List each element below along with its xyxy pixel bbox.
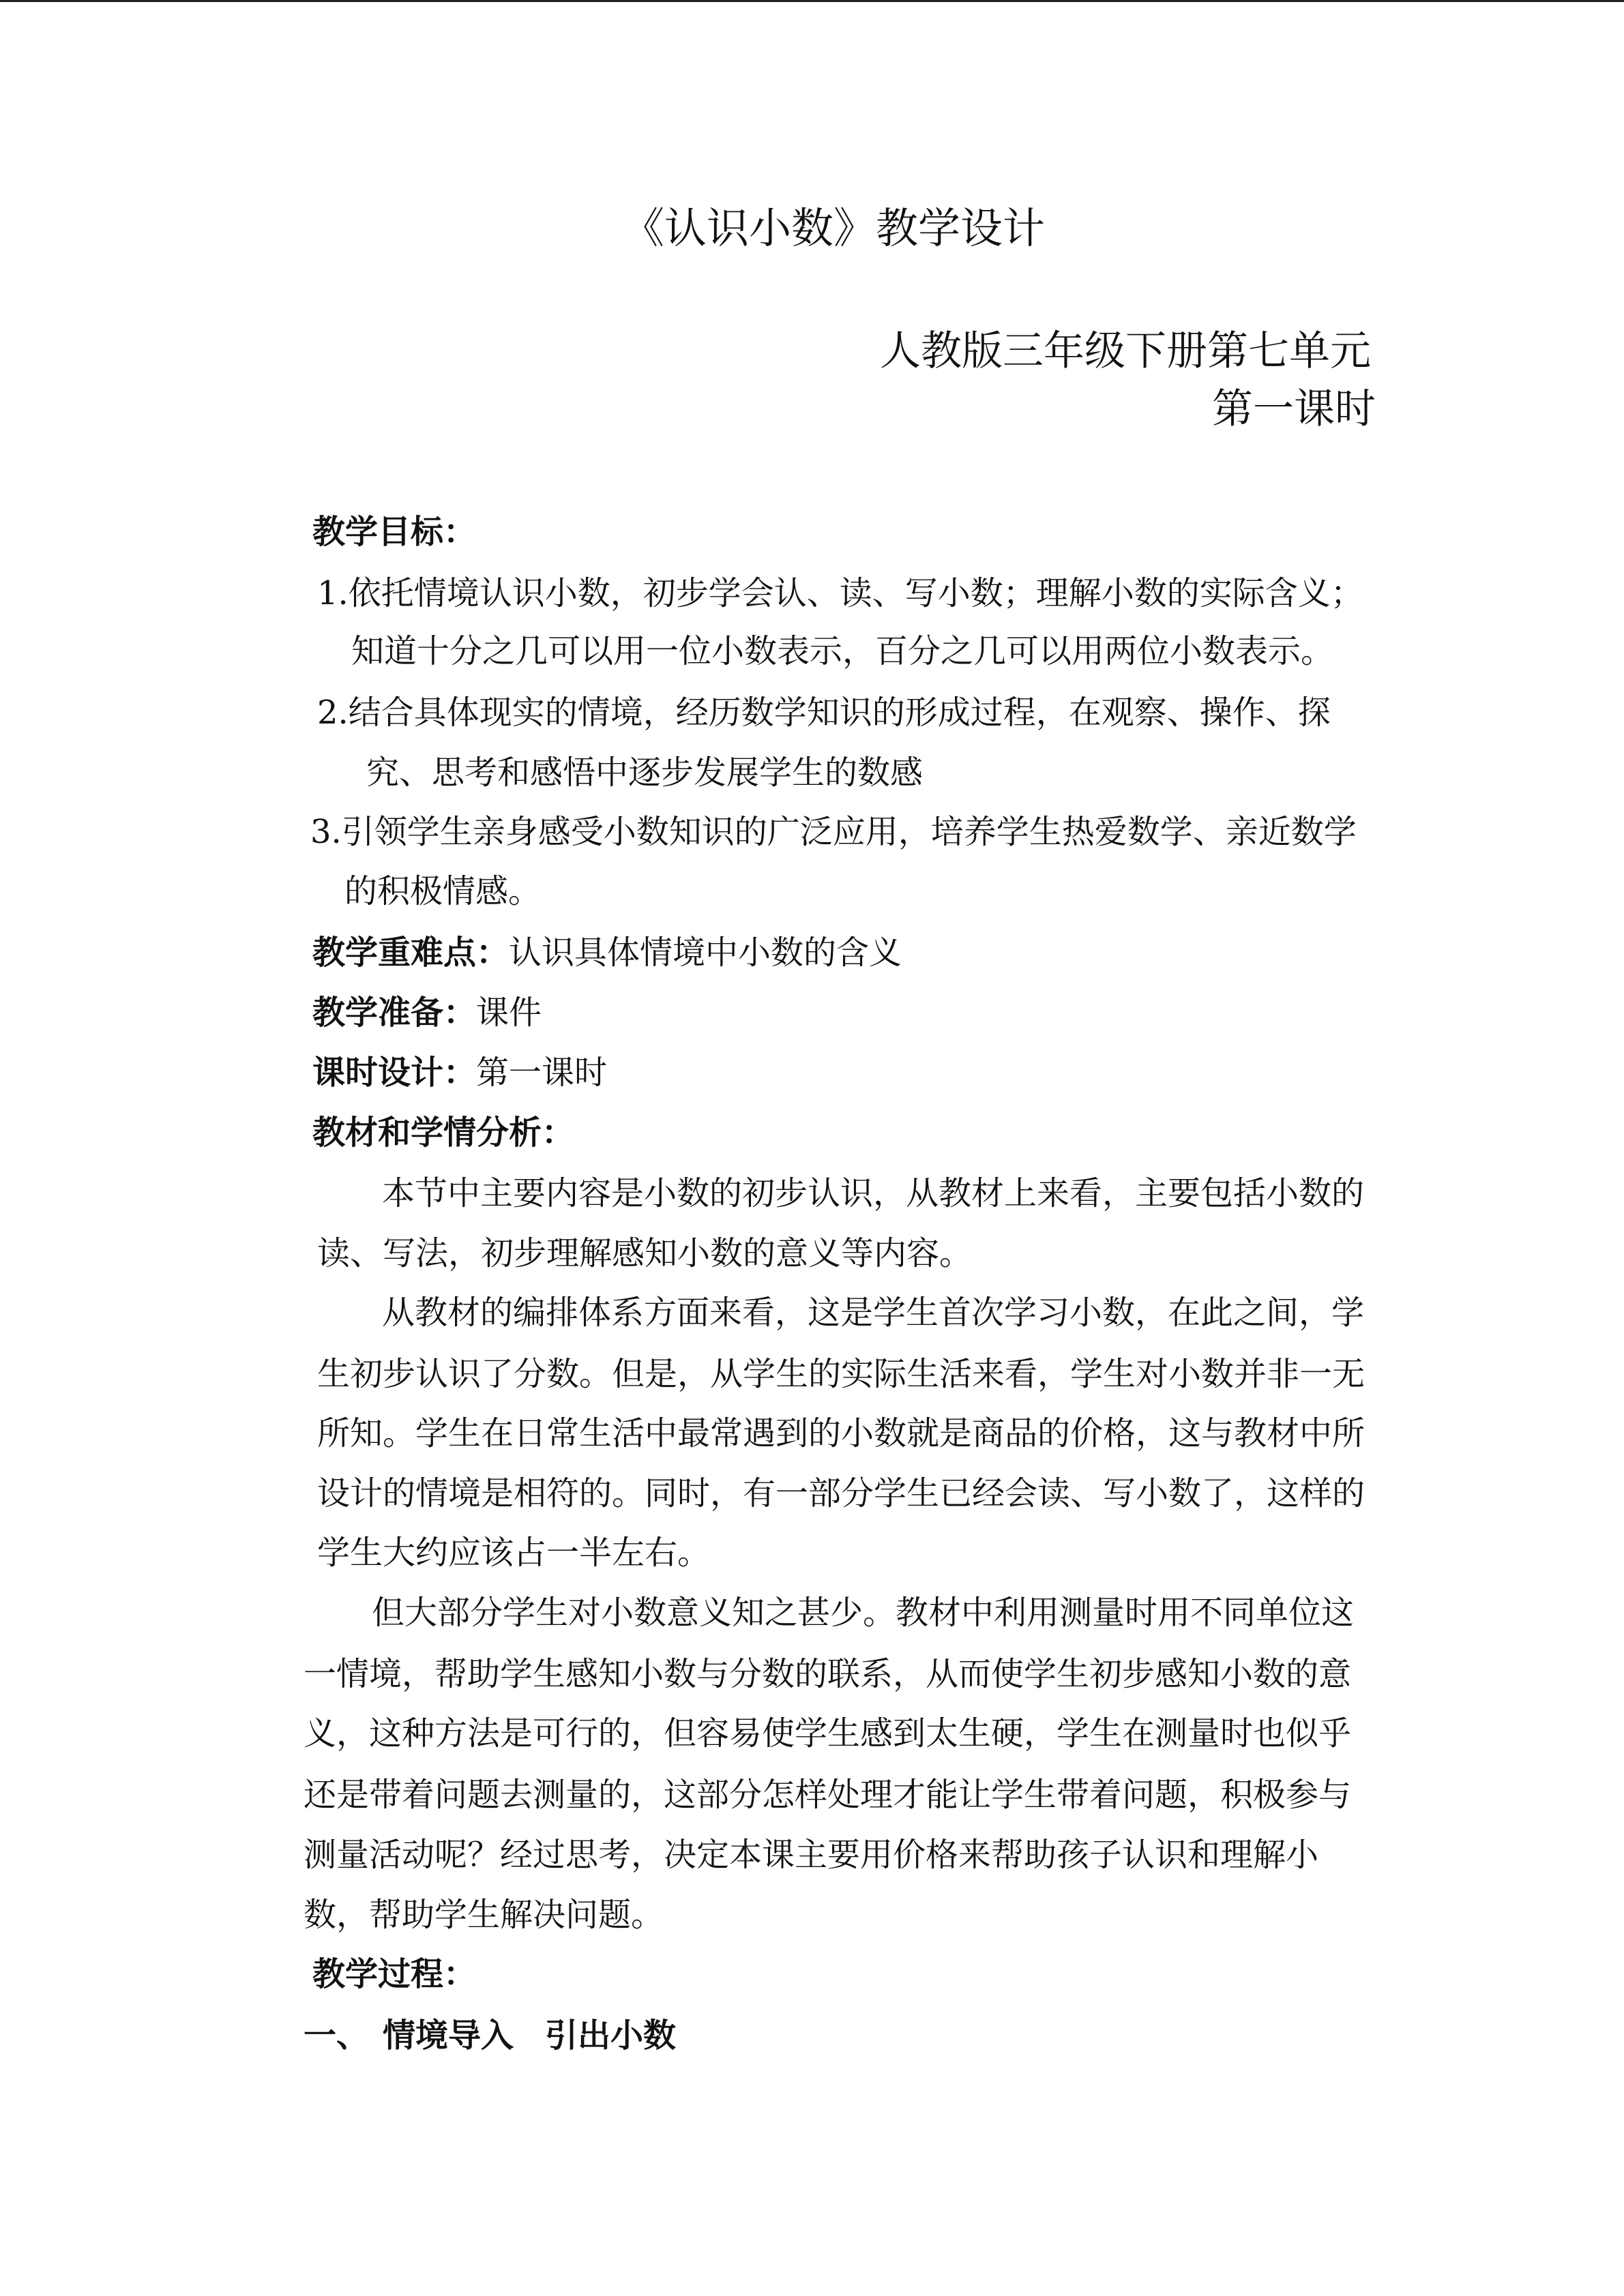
lesson-design-value: 第一课时 xyxy=(476,1054,608,1092)
objective-line: 究、思考和感悟中逐步发展学生的数感 xyxy=(366,754,924,792)
preparation-value: 课件 xyxy=(476,994,542,1032)
page-title: 《认识小数》教学设计 xyxy=(622,203,1046,253)
section-title-part-2: 引出小数 xyxy=(545,2016,677,2055)
objective-line: 2.结合具体现实的情境，经历数学知识的形成过程，在观察、操作、探 xyxy=(317,694,1331,732)
analysis-line: 所知。学生在日常生活中最常遇到的小数就是商品的价格，这与教材中所 xyxy=(317,1414,1365,1452)
key-points-row xyxy=(312,932,902,973)
process-section-1 xyxy=(304,2015,676,2056)
analysis-line: 测量活动呢？经过思考，决定本课主要用价格来帮助孩子认识和理解小 xyxy=(304,1836,1319,1874)
analysis-line: 数，帮助学生解决问题。 xyxy=(304,1896,664,1934)
analysis-line: 但大部分学生对小数意义知之甚少。教材中利用测量时用不同单位这 xyxy=(372,1594,1355,1632)
objective-line: 3.引领学生亲身感受小数知识的广泛应用，培养学生热爱数学、亲近数学 xyxy=(310,813,1357,851)
analysis-line: 一情境，帮助学生感知小数与分数的联系，从而使学生初步感知小数的意 xyxy=(304,1655,1352,1693)
lesson-design-row xyxy=(312,1052,607,1093)
analysis-line: 从教材的编排体系方面来看，这是学生首次学习小数，在此之间，学 xyxy=(382,1294,1365,1332)
analysis-heading: 教材和学情分析： xyxy=(312,1114,575,1152)
process-heading: 教学过程： xyxy=(312,1955,477,1993)
subtitle-edition: 人教版三年级下册第七单元 xyxy=(880,327,1371,375)
analysis-line: 还是带着问题去测量的，这部分怎样处理才能让学生带着问题，积极参与 xyxy=(304,1776,1352,1814)
objective-line: 知道十分之几可以用一位小数表示，百分之几可以用两位小数表示。 xyxy=(351,632,1334,670)
key-points-label: 教学重难点： xyxy=(312,934,510,972)
preparation-row xyxy=(312,992,542,1033)
analysis-line: 设计的情境是相符的。同时，有一部分学生已经会读、写小数了，这样的 xyxy=(317,1474,1365,1512)
analysis-line: 学生大约应该占一半左右。 xyxy=(317,1534,711,1572)
preparation-label: 教学准备： xyxy=(312,994,477,1032)
key-points-value: 认识具体情境中小数的含义 xyxy=(509,934,902,972)
lesson-design-label: 课时设计： xyxy=(312,1054,477,1092)
subtitle-lesson: 第一课时 xyxy=(1212,385,1376,433)
top-border-line xyxy=(0,0,1624,2)
analysis-line: 生初步认识了分数。但是，从学生的实际生活来看，学生对小数并非一无 xyxy=(317,1355,1365,1393)
objective-line: 的积极情感。 xyxy=(344,872,542,910)
objectives-heading: 教学目标： xyxy=(312,513,477,551)
analysis-line: 读、写法，初步理解感知小数的意义等内容。 xyxy=(317,1234,973,1272)
section-title-part-1: 情境导入 xyxy=(383,2016,514,2055)
objective-line: 1.依托情境认识小数，初步学会认、读、写小数；理解小数的实际含义； xyxy=(317,574,1363,612)
analysis-line: 本节中主要内容是小数的初步认识，从教材上来看，主要包括小数的 xyxy=(382,1174,1365,1212)
section-number: 一、 xyxy=(304,2016,370,2055)
analysis-line: 义，这种方法是可行的，但容易使学生感到太生硬，学生在测量时也似乎 xyxy=(304,1714,1352,1753)
